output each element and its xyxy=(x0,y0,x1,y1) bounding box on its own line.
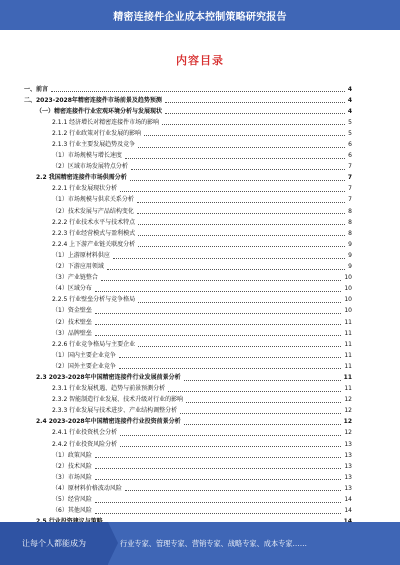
toc-entry[interactable] xyxy=(24,184,352,195)
toc-leader-dots xyxy=(144,134,345,136)
toc-leader-dots xyxy=(138,146,345,148)
toc-leader-dots xyxy=(120,190,345,192)
toc-entry-text: （1）市场规模与增长速度 xyxy=(52,152,122,160)
toc-entry-text: （2）下游应用领域 xyxy=(52,263,104,271)
toc-entry[interactable] xyxy=(24,384,352,395)
toc-entry-page: 13 xyxy=(344,473,352,481)
toc-entry-text: 2.4.2 行业投资风险分析 xyxy=(52,440,118,448)
toc-entry[interactable] xyxy=(24,361,352,372)
footer-slogan: 行业专家、管理专家、营销专家、战略专家、成本专家…… xyxy=(120,538,307,548)
toc-entry-page: 4 xyxy=(347,96,352,104)
toc-entry[interactable] xyxy=(24,239,352,250)
toc-leader-dots xyxy=(120,445,341,447)
toc-entry-text: 2.2.3 行业经营模式与盈利模式 xyxy=(52,229,136,237)
toc-entry[interactable] xyxy=(24,250,352,261)
toc-entry-page: 7 xyxy=(347,174,352,182)
toc-leader-dots xyxy=(120,434,341,436)
toc-leader-dots xyxy=(119,356,342,358)
toc-entry[interactable] xyxy=(24,472,352,483)
report-header xyxy=(0,0,400,30)
toc-leader-dots xyxy=(138,223,345,225)
toc-entry[interactable] xyxy=(24,95,352,106)
toc-leader-dots xyxy=(138,301,341,303)
toc-leader-dots xyxy=(95,501,342,503)
toc-entry[interactable] xyxy=(24,372,352,383)
toc-entry[interactable] xyxy=(24,295,352,306)
toc-entry[interactable] xyxy=(24,151,352,162)
toc-entry-text: （2）国外主要企业竞争 xyxy=(52,362,116,370)
toc-entry[interactable] xyxy=(24,162,352,173)
toc-entry-page: 7 xyxy=(348,163,352,171)
toc-leader-dots xyxy=(107,268,345,270)
footer-tab-label xyxy=(0,522,108,565)
toc-entry-page: 13 xyxy=(344,462,352,470)
footer-banner xyxy=(0,522,400,565)
toc-entry-text: （3）产业链整合 xyxy=(52,274,98,282)
toc-entry[interactable] xyxy=(24,417,352,428)
toc-entry-page: 11 xyxy=(344,318,352,326)
toc-entry-text: 一、前言 xyxy=(24,85,49,93)
toc-entry[interactable] xyxy=(24,494,352,505)
toc-entry-page: 10 xyxy=(344,285,352,293)
toc-entry-page: 11 xyxy=(344,385,352,393)
toc-entry-text: （1）政策风险 xyxy=(52,451,92,459)
toc-entry-page: 5 xyxy=(348,129,352,137)
toc-leader-dots xyxy=(95,478,342,480)
toc-entry[interactable] xyxy=(24,228,352,239)
toc-entry-page: 11 xyxy=(344,351,352,359)
toc-entry-page: 10 xyxy=(344,296,352,304)
toc-entry-text: （一）精密连接件行业宏观环境分析与发展现状 xyxy=(36,107,163,115)
toc-leader-dots xyxy=(138,234,345,236)
toc-entry-page: 14 xyxy=(344,507,352,515)
toc-leader-dots xyxy=(180,412,341,414)
toc-leader-dots xyxy=(186,401,341,403)
toc-entry[interactable] xyxy=(24,350,352,361)
toc-entry[interactable] xyxy=(24,506,352,517)
toc-entry-page: 7 xyxy=(348,196,352,204)
toc-entry-text: 2.3.3 行业发展与技术进步、产业结构调整分析 xyxy=(52,407,178,415)
footer-tab-text: 让每个人都能成为 xyxy=(22,539,86,548)
toc-entry-page: 8 xyxy=(348,218,352,226)
toc-title: 内容目录 xyxy=(176,54,224,67)
toc-entry-text: 2.1.2 行业政策对行业发展的影响 xyxy=(52,129,142,137)
toc-leader-dots xyxy=(125,157,345,159)
toc-leader-dots xyxy=(165,112,345,114)
toc-entry-text: （1）资金壁垒 xyxy=(52,307,92,315)
toc-entry-text: 2.4 2023-2028年中国精密连接件行业投资前景分析 xyxy=(36,418,181,426)
toc-entry[interactable] xyxy=(24,339,352,350)
toc-entry-page: 12 xyxy=(344,429,352,437)
toc-entry-page: 13 xyxy=(344,440,352,448)
toc-entry-page: 12 xyxy=(344,396,352,404)
toc-entry-page: 13 xyxy=(344,451,352,459)
toc-entry-page: 8 xyxy=(348,207,352,215)
toc-entry-page: 12 xyxy=(344,407,352,415)
toc-entry[interactable] xyxy=(24,317,352,328)
toc-entry-text: 2.2.2 行业技术水平与技术特点 xyxy=(52,218,136,226)
toc-leader-dots xyxy=(137,201,345,203)
toc-entry-page: 5 xyxy=(348,118,352,126)
toc-leader-dots xyxy=(119,367,342,369)
toc-leader-dots xyxy=(137,212,345,214)
toc-entry[interactable] xyxy=(24,262,352,273)
toc-leader-dots xyxy=(51,90,345,92)
toc-entry-page: 9 xyxy=(348,251,352,259)
toc-leader-dots xyxy=(162,123,345,125)
toc-entry-text: 2.1.3 行业主要发展趋势及竞争 xyxy=(52,141,136,149)
table-of-contents xyxy=(24,84,352,528)
toc-entry-page: 9 xyxy=(348,263,352,271)
toc-entry-page: 11 xyxy=(344,362,352,370)
toc-entry-text: （2）技术风险 xyxy=(52,462,92,470)
toc-entry-text: 2.2.6 行业竞争格局与主要企业 xyxy=(52,340,136,348)
toc-leader-dots xyxy=(95,334,342,336)
toc-leader-dots xyxy=(138,245,345,247)
toc-entry-text: 2.3 2023-2028年中国精密连接件行业发展前景分析 xyxy=(36,373,181,381)
toc-entry-page: 13 xyxy=(344,484,352,492)
toc-leader-dots xyxy=(95,290,342,292)
toc-entry-text: 2.3.1 行业发展机遇、趋势与前景预测分析 xyxy=(52,385,166,393)
toc-entry[interactable] xyxy=(24,284,352,295)
toc-entry[interactable] xyxy=(24,450,352,461)
toc-leader-dots xyxy=(113,257,345,259)
toc-leader-dots xyxy=(138,345,341,347)
toc-entry-page: 10 xyxy=(344,307,352,315)
toc-entry[interactable] xyxy=(24,461,352,472)
toc-leader-dots xyxy=(95,456,342,458)
toc-entry-text: （2）技术发展与产品结构变化 xyxy=(52,207,134,215)
toc-entry-text: （1）市场规模与供求关系分析 xyxy=(52,196,134,204)
toc-entry-text: （2）区域市场发展特点分析 xyxy=(52,163,128,171)
toc-leader-dots xyxy=(168,390,341,392)
toc-leader-dots xyxy=(101,279,342,281)
toc-entry-page: 8 xyxy=(348,229,352,237)
toc-leader-dots xyxy=(184,379,341,381)
toc-entry[interactable] xyxy=(24,217,352,228)
toc-entry-page: 14 xyxy=(344,496,352,504)
toc-entry-page: 11 xyxy=(343,373,352,381)
toc-entry[interactable] xyxy=(24,328,352,339)
toc-entry-page: 7 xyxy=(348,185,352,193)
toc-leader-dots xyxy=(95,467,342,469)
toc-entry[interactable] xyxy=(24,117,352,128)
toc-entry-text: （4）原材料价格波动风险 xyxy=(52,484,122,492)
toc-entry-page: 6 xyxy=(348,152,352,160)
toc-entry-page: 6 xyxy=(348,141,352,149)
toc-leader-dots xyxy=(125,489,342,491)
toc-entry-page: 11 xyxy=(344,329,352,337)
toc-leader-dots xyxy=(95,512,342,514)
toc-entry-text: 2.4.1 行业投资机会分析 xyxy=(52,429,118,437)
toc-entry[interactable] xyxy=(24,306,352,317)
toc-entry-page: 10 xyxy=(344,274,352,282)
toc-entry-page: 12 xyxy=(343,418,352,426)
toc-entry[interactable] xyxy=(24,173,352,184)
toc-entry-text: （2）技术壁垒 xyxy=(52,318,92,326)
toc-leader-dots xyxy=(130,179,345,181)
toc-entry-page: 4 xyxy=(347,107,352,115)
toc-entry[interactable] xyxy=(24,206,352,217)
toc-entry-text: 二、2023-2028年精密连接件市场前景及趋势预测 xyxy=(24,96,162,104)
toc-entry-page: 11 xyxy=(344,340,352,348)
toc-entry-text: 2.1.1 经济增长对精密连接件市场的影响 xyxy=(52,118,160,126)
toc-entry[interactable] xyxy=(24,84,352,95)
toc-entry[interactable] xyxy=(24,428,352,439)
toc-entry[interactable] xyxy=(24,483,352,494)
toc-leader-dots xyxy=(95,323,342,325)
toc-entry-text: （1）国内主要企业竞争 xyxy=(52,351,116,359)
toc-entry[interactable] xyxy=(24,128,352,139)
toc-entry-page: 9 xyxy=(348,240,352,248)
toc-entry-text: （4）区域分布 xyxy=(52,285,92,293)
toc-leader-dots xyxy=(95,312,342,314)
toc-entry-text: 2.2.4 上下游产业链关联度分析 xyxy=(52,240,136,248)
toc-entry-text: 2.2.1 行业发展现状分析 xyxy=(52,185,118,193)
toc-entry[interactable] xyxy=(24,395,352,406)
toc-entry-text: （3）市场风险 xyxy=(52,473,92,481)
toc-entry-text: 2.2.5 行业壁垒分析与竞争格局 xyxy=(52,296,136,304)
report-title: 精密连接件企业成本控制策略研究报告 xyxy=(113,11,287,23)
toc-leader-dots xyxy=(131,168,345,170)
toc-entry-text: （5）经营风险 xyxy=(52,496,92,504)
toc-entry-text: （6）其他风险 xyxy=(52,507,92,515)
toc-entry-text: 2.2 我国精密连接件市场供需分析 xyxy=(36,174,127,182)
toc-entry-text: （3）品牌壁垒 xyxy=(52,329,92,337)
toc-entry[interactable] xyxy=(24,195,352,206)
toc-leader-dots xyxy=(165,101,345,103)
toc-entry[interactable] xyxy=(24,406,352,417)
toc-entry[interactable] xyxy=(24,106,352,117)
toc-entry-page: 4 xyxy=(347,85,352,93)
toc-entry[interactable] xyxy=(24,439,352,450)
toc-entry[interactable] xyxy=(24,273,352,284)
toc-entry-text: 2.3.2 智能制造行业发展、技术升级对行业的影响 xyxy=(52,396,184,404)
toc-leader-dots xyxy=(184,423,341,425)
toc-entry[interactable] xyxy=(24,139,352,150)
toc-entry-text: （1）上游原材料供应 xyxy=(52,251,110,259)
